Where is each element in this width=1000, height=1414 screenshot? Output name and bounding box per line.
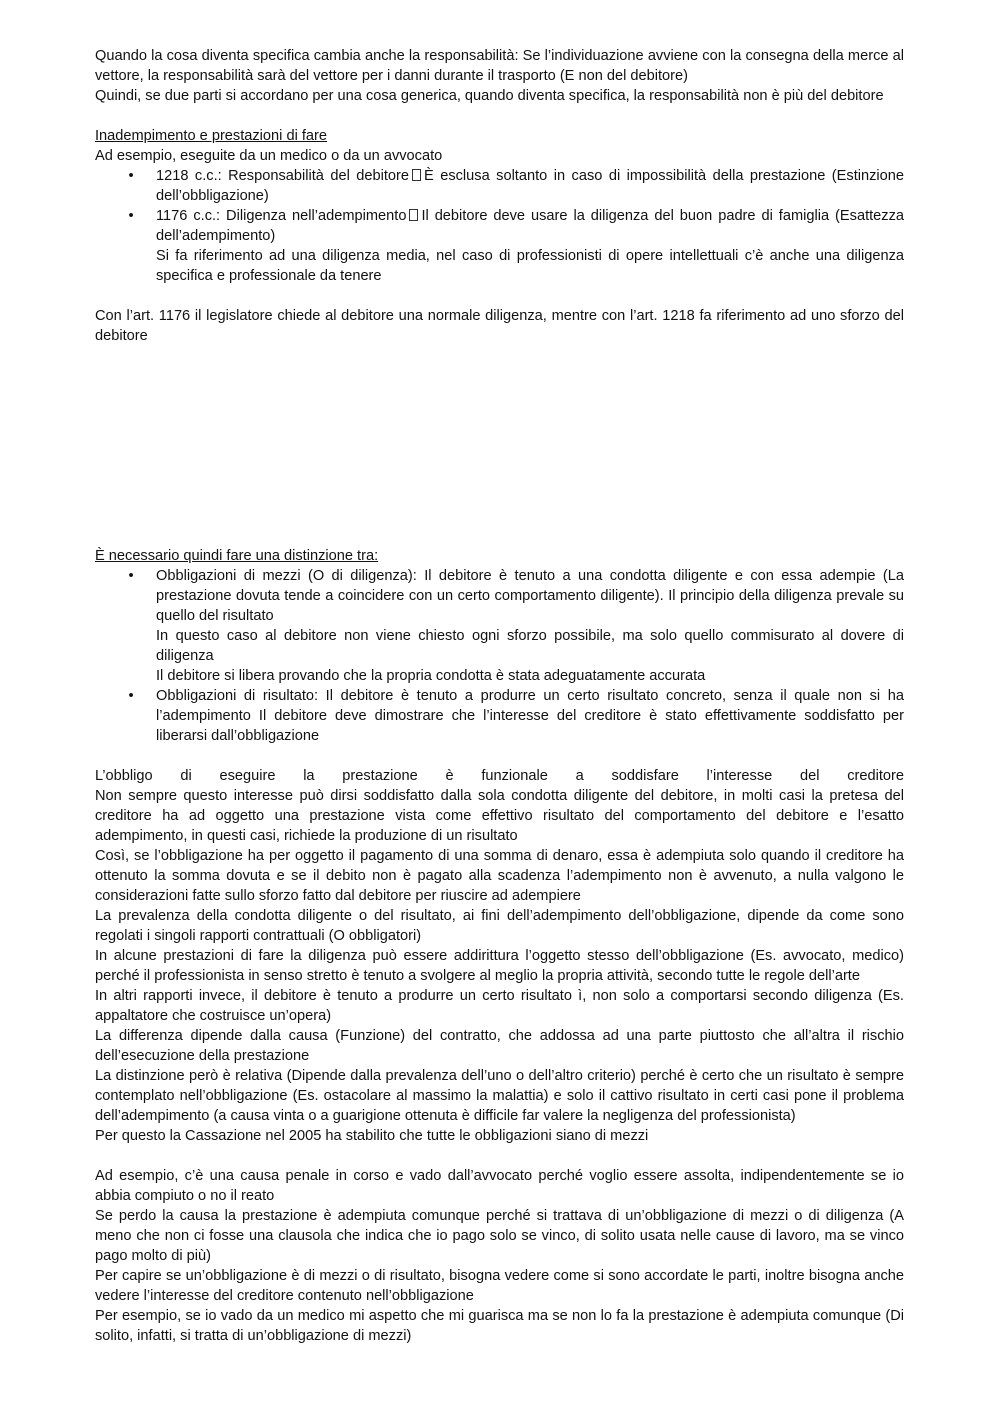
paragraph: Per esempio, se io vado da un medico mi aspetto che mi guarisca ma se non lo fa la prestazione è adempiuta comunque (Di solito, infatti, si tratta di un’obbligazione di mezzi) [95, 1308, 904, 1344]
paragraph: La distinzione però è relativa (Dipende dalla prevalenza dell’uno o dell’altro criterio) perché è certo che un risultato è sempre contemplato nell’obbligazione (Es. ostacolare al massimo la malattia) e solo il cattivo risultato in certi casi pone il problema dell’adempimento (a causa vinta o a guarigione ottenuta è difficile far valere la negligenza del professionista) [95, 1068, 904, 1124]
paragraph: In altri rapporti invece, il debitore è tenuto a produrre un certo risultato ì, non solo a comportarsi secondo diligenza (Es. appaltatore che costruisce un’opera) [95, 988, 904, 1024]
paragraph: Quando la cosa diventa specifica cambia anche la responsabilità: Se l’individuazione avviene con la consegna della merce al vettore, la responsabilità sarà del vettore per i danni durante il trasporto (E non del debitore) [95, 48, 904, 84]
section-specificazione [95, 46, 904, 346]
list-item [95, 166, 904, 206]
bullet-icon: • [128, 688, 134, 704]
section-distinzione [95, 546, 904, 1346]
list-item [95, 206, 904, 286]
bullet-list [95, 566, 904, 746]
paragraph: Ad esempio, c’è una causa penale in corso e vado dall’avvocato perché voglio essere assolta, indipendentemente se io abbia compiuto o no il reato [95, 1168, 904, 1204]
paragraph: Così, se l’obbligazione ha per oggetto il pagamento di una somma di denaro, essa è adempiuta solo quando il creditore ha ottenuto la somma dovuta e se il debito non è pagato alla scadenza l’adempimento non è avvenuto, a nulla valgono le considerazioni fatte sullo sforzo fatto dal debitore per riuscire ad adempiere [95, 848, 904, 904]
section-heading: Inadempimento e prestazioni di fare [95, 128, 328, 144]
list-item-text: 1218 c.c.: Responsabilità del debitore [156, 168, 410, 184]
paragraph: La prevalenza della condotta diligente o del risultato, ai fini dell’adempimento dell’obbligazione, dipende da come sono regolati i singoli rapporti contrattuali (O obbligatori) [95, 908, 904, 944]
arrow-glyph-icon [409, 209, 418, 221]
list-item [95, 686, 904, 746]
paragraph: In alcune prestazioni di fare la diligenza può essere addirittura l’oggetto stesso dell’obbligazione (Es. avvocato, medico) perché il professionista in senso stretto è tenuto a svolgere al meglio la propria attività, secondo tutte le regole dell’arte [95, 948, 904, 984]
paragraph: Per questo la Cassazione nel 2005 ha stabilito che tutte le obbligazioni siano di mezzi [95, 1128, 649, 1144]
list-item-text: È esclusa soltanto in caso di impossibilità della prestazione (Estinzione dell’obbligazione) [156, 168, 904, 204]
paragraph: Per capire se un’obbligazione è di mezzi o di risultato, bisogna vedere come si sono accordate le parti, inoltre bisogna anche vedere l’interesse del creditore contenuto nell’obbligazione [95, 1268, 904, 1304]
section-heading: È necessario quindi fare una distinzione tra: [95, 548, 379, 564]
list-item-text: Si fa riferimento ad una diligenza media, nel caso di professionisti di opere intellettuali c’è anche una diligenza specifica e professionale da tenere [156, 248, 904, 284]
arrow-glyph-icon [412, 169, 421, 181]
paragraph: Quindi, se due parti si accordano per una cosa generica, quando diventa specifica, la responsabilità non è più del debitore [95, 88, 884, 104]
paragraph: Non sempre questo interesse può dirsi soddisfatto dalla sola condotta diligente del debitore, in molti casi la pretesa del creditore ha ad oggetto una prestazione vista come effettivo risultato del comportamento del debitore e l’esatto adempimento, in questi casi, richiede la produzione di un risultato [95, 788, 904, 844]
paragraph: Con l’art. 1176 il legislatore chiede al debitore una normale diligenza, mentre con l’art. 1218 fa riferimento ad uno sforzo del debitore [95, 308, 904, 344]
paragraph: Se perdo la causa la prestazione è adempiuta comunque perché si trattava di un’obbligazione di mezzi o di diligenza (A meno che non ci fosse una clausola che indica che io pago solo se vinco, di solito usata nelle cause di lavoro, ma se vinco pago molto di più) [95, 1208, 904, 1264]
paragraph: L’obbligo di eseguire la prestazione è funzionale a soddisfare l’interesse del creditore [95, 768, 904, 784]
bullet-icon: • [128, 568, 134, 584]
list-item-text: Il debitore si libera provando che la propria condotta è stata adeguatamente accurata [156, 668, 706, 684]
bullet-icon: • [128, 208, 134, 224]
paragraph: La differenza dipende dalla causa (Funzione) del contratto, che addossa ad una parte piuttosto che all’altra il rischio dell’esecuzione della prestazione [95, 1028, 904, 1064]
list-item-text: In questo caso al debitore non viene chiesto ogni sforzo possibile, ma solo quello commisurato al dovere di diligenza [156, 628, 904, 664]
bullet-list [95, 166, 904, 286]
list-item-text: Obbligazioni di risultato: Il debitore è tenuto a produrre un certo risultato concreto, senza il quale non si ha l’adempimento Il debitore deve dimostrare che l’interesse del creditore è stato effettivamente soddisfatto per liberarsi dall’obbligazione [156, 688, 904, 744]
list-item [95, 566, 904, 686]
bullet-icon: • [128, 168, 134, 184]
list-item-text: 1176 c.c.: Diligenza nell’adempimento [156, 208, 407, 224]
paragraph: Ad esempio, eseguite da un medico o da un avvocato [95, 148, 443, 164]
list-item-text: Obbligazioni di mezzi (O di diligenza): Il debitore è tenuto a una condotta diligente e con essa adempie (La prestazione dovuta tende a coincidere con un certo comportamento diligente). Il principio della diligenza prevale su quello del risultato [156, 568, 904, 624]
list-item-text: Il debitore deve usare la diligenza del buon padre di famiglia (Esattezza dell’adempimento) [156, 208, 904, 244]
